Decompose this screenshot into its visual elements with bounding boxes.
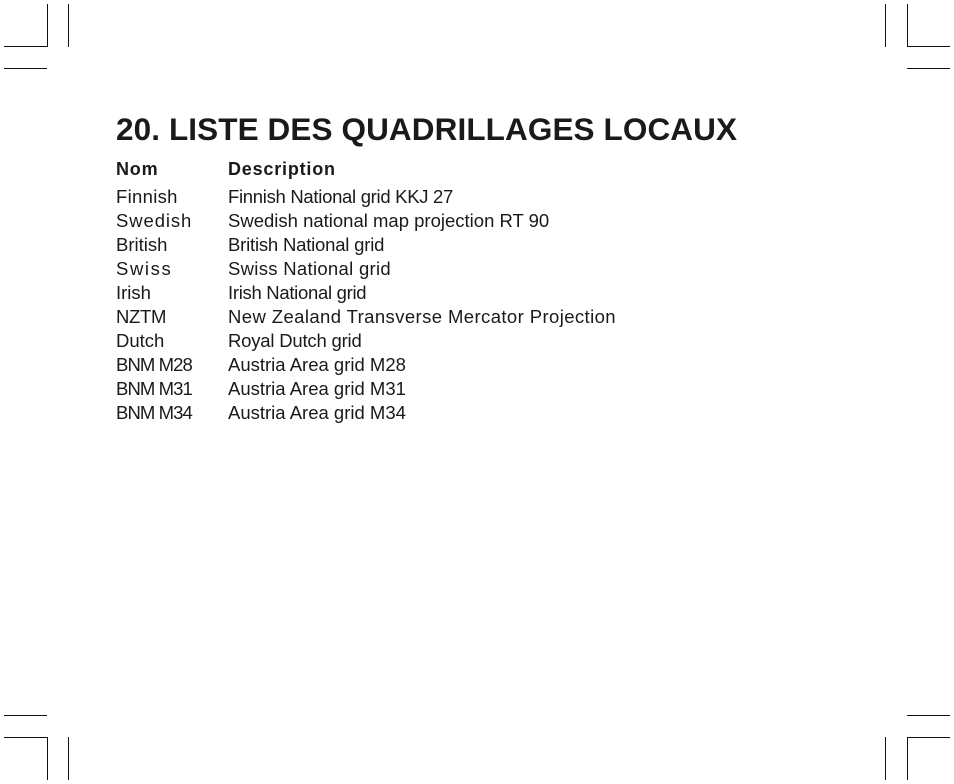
grid-description: New Zealand Transverse Mercator Projection xyxy=(228,306,616,327)
grid-description: Austria Area grid M28 xyxy=(228,354,406,375)
page-title: 20. LISTE DES QUADRILLAGES LOCAUX xyxy=(116,111,738,147)
crop-mark xyxy=(907,715,950,716)
grid-name: Swedish xyxy=(116,210,193,231)
grid-description: British National grid xyxy=(228,234,385,255)
grid-description: Irish National grid xyxy=(228,282,367,303)
grid-name: Irish xyxy=(116,282,151,303)
crop-mark xyxy=(885,737,886,780)
grid-description: Austria Area grid M34 xyxy=(228,402,406,423)
crop-mark xyxy=(68,4,69,47)
crop-mark xyxy=(4,46,48,47)
grid-description: Swedish national map projection RT 90 xyxy=(228,210,550,231)
local-grid-table xyxy=(116,157,616,425)
table-header-row xyxy=(116,157,616,185)
table-row xyxy=(116,377,616,401)
crop-mark xyxy=(4,737,48,738)
crop-mark xyxy=(907,737,908,780)
table-row xyxy=(116,233,616,257)
table-row xyxy=(116,353,616,377)
table-row xyxy=(116,257,616,281)
crop-mark xyxy=(4,715,47,716)
crop-mark xyxy=(907,737,950,738)
table-row xyxy=(116,281,616,305)
crop-mark xyxy=(907,4,908,47)
grid-name: BNM M31 xyxy=(116,378,192,399)
crop-mark xyxy=(907,68,950,69)
crop-mark xyxy=(885,4,886,47)
grid-description: Swiss National grid xyxy=(228,258,392,279)
table-row xyxy=(116,185,616,209)
table-row xyxy=(116,305,616,329)
crop-mark xyxy=(4,68,47,69)
column-header-name: Nom xyxy=(116,159,159,179)
table-row xyxy=(116,329,616,353)
crop-mark xyxy=(907,46,950,47)
crop-mark xyxy=(47,737,48,780)
table-row xyxy=(116,401,616,425)
grid-name: Dutch xyxy=(116,330,165,351)
grid-name: British xyxy=(116,234,168,255)
grid-name: BNM M34 xyxy=(116,402,192,423)
grid-description: Austria Area grid M31 xyxy=(228,378,406,399)
grid-name: BNM M28 xyxy=(116,354,192,375)
grid-description: Finnish National grid KKJ 27 xyxy=(228,186,454,207)
crop-mark xyxy=(68,737,69,780)
grid-name: NZTM xyxy=(116,306,167,327)
grid-name: Finnish xyxy=(116,186,178,207)
grid-name: Swiss xyxy=(116,258,173,279)
grid-description: Royal Dutch grid xyxy=(228,330,362,351)
crop-mark xyxy=(47,4,48,47)
column-header-description: Description xyxy=(228,159,336,179)
table-row xyxy=(116,209,616,233)
